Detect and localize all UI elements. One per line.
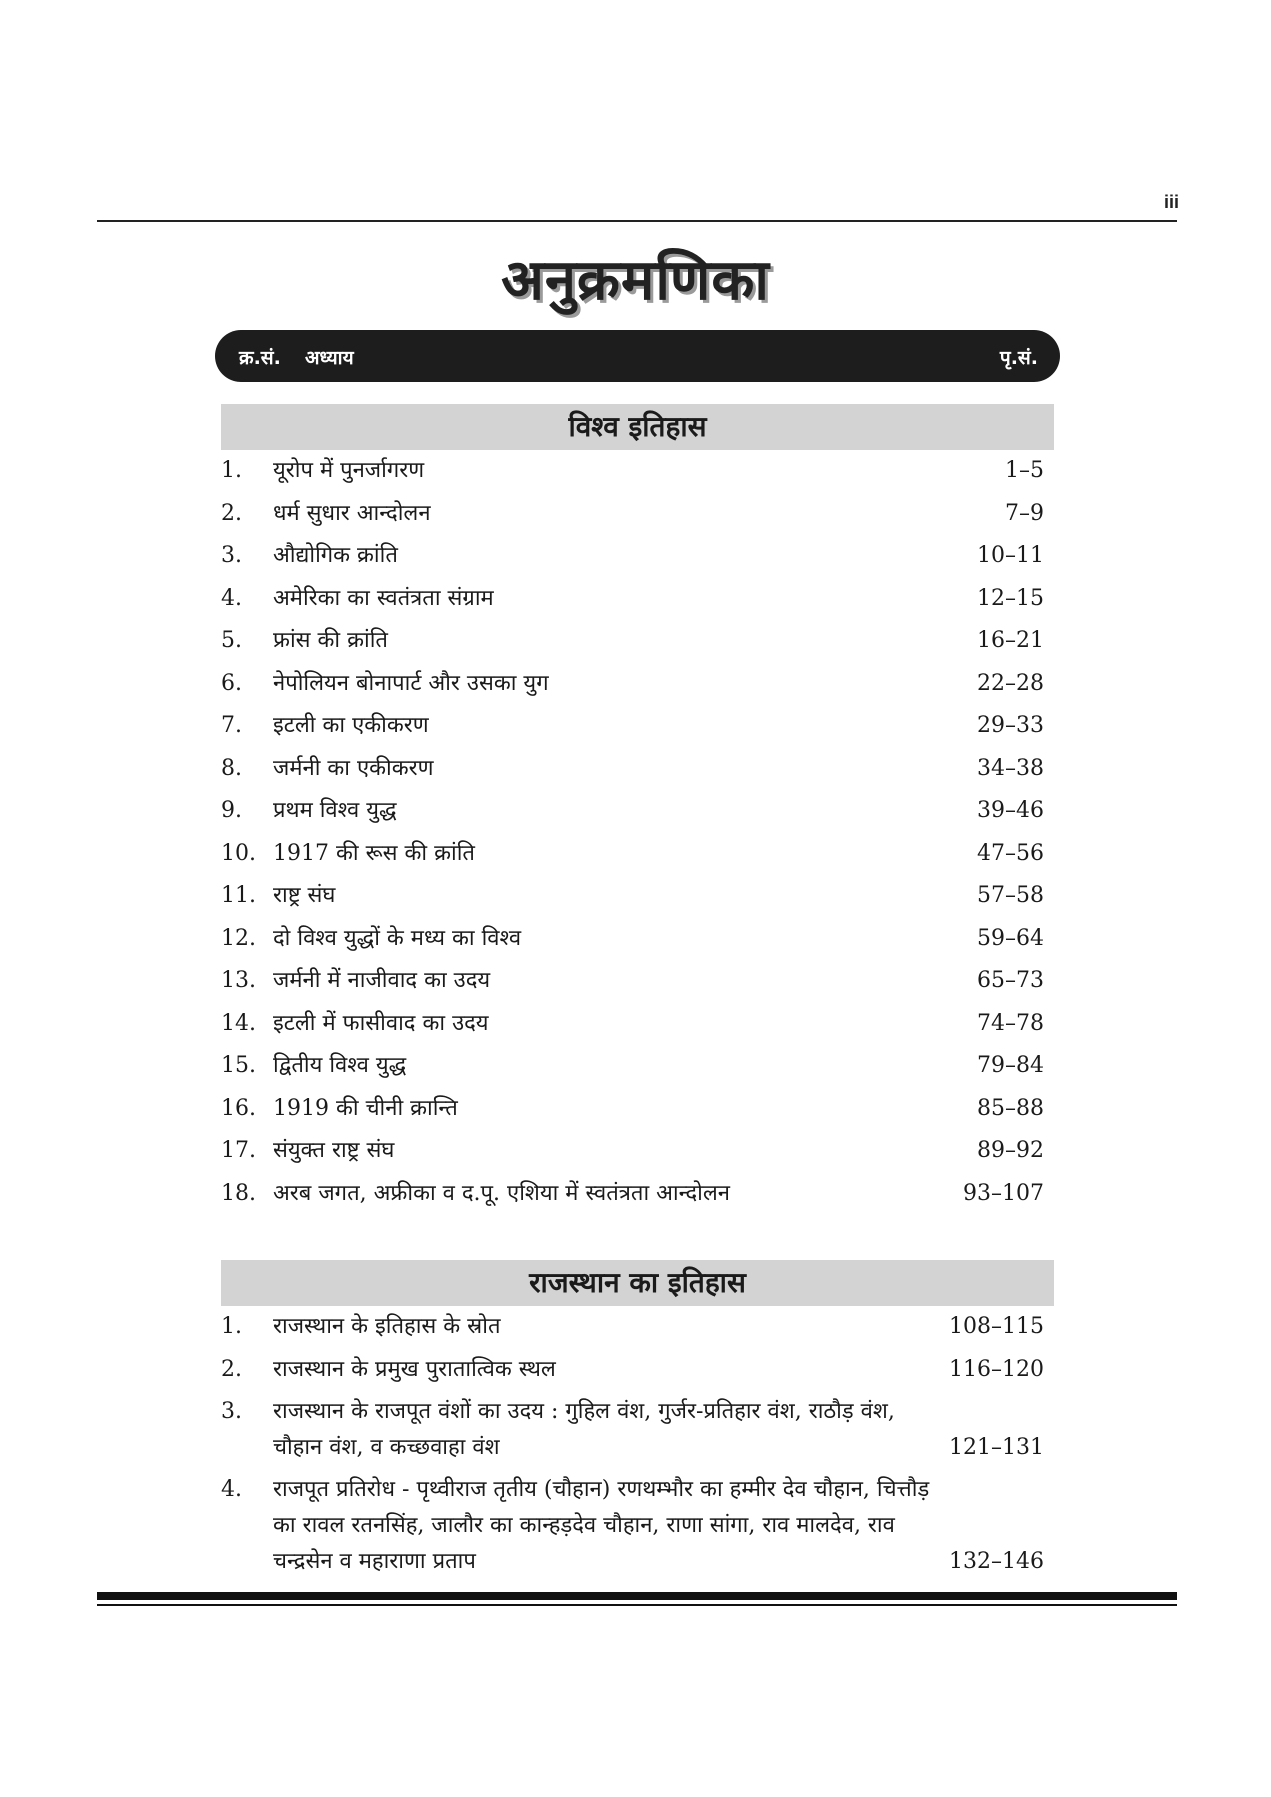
row-pages: 93–107 — [963, 1180, 1044, 1206]
toc-row[interactable] — [221, 535, 1054, 578]
page-title: अनुक्रमणिका — [501, 248, 770, 313]
table-header-bar — [215, 330, 1060, 382]
row-title: राष्ट्र संघ — [273, 883, 336, 908]
row-pages: 34–38 — [977, 755, 1044, 781]
row-title: 1919 की चीनी क्रान्ति — [273, 1095, 458, 1121]
section-heading: राजस्थान का इतिहास — [221, 1260, 1054, 1306]
row-number: 12. — [221, 925, 256, 951]
row-pages: 65–73 — [977, 968, 1044, 993]
row-pages: 121–131 — [949, 1435, 1044, 1460]
row-pages: 85–88 — [977, 1095, 1044, 1121]
toc-row[interactable] — [221, 918, 1054, 961]
row-pages: 116–120 — [949, 1356, 1044, 1382]
row-title: जर्मनी का एकीकरण — [273, 755, 434, 781]
toc-row[interactable] — [221, 1003, 1054, 1046]
row-pages: 89–92 — [977, 1138, 1044, 1163]
row-title: राजस्थान के इतिहास के स्रोत — [273, 1314, 501, 1339]
header-chapter-label: अध्याय — [305, 347, 354, 369]
row-title: इटली में फासीवाद का उदय — [273, 1010, 489, 1036]
section-heading: विश्व इतिहास — [221, 404, 1054, 450]
row-title: राजस्थान के प्रमुख पुरातात्विक स्थल — [273, 1356, 556, 1382]
toc-row[interactable] — [221, 450, 1054, 493]
toc-row[interactable] — [221, 620, 1054, 663]
row-number: 2. — [221, 1356, 242, 1382]
toc-row[interactable] — [221, 1045, 1054, 1088]
row-number: 3. — [221, 1399, 242, 1424]
row-title: औद्योगिक क्रांति — [273, 543, 398, 568]
row-pages: 7–9 — [1005, 500, 1044, 526]
toc-row[interactable] — [221, 705, 1054, 748]
row-number: 18. — [221, 1180, 256, 1206]
row-number: 9. — [221, 798, 242, 823]
toc-row[interactable] — [221, 1173, 1054, 1216]
row-number: 2. — [221, 500, 242, 526]
row-pages: 132–146 — [949, 1549, 1044, 1574]
toc-row[interactable] — [221, 1391, 1054, 1469]
row-title: अरब जगत, अफ्रीका व द.पू. एशिया में स्वतंत्रता आन्दोलन — [273, 1180, 730, 1206]
row-title: यूरोप में पुनर्जागरण — [273, 458, 425, 483]
toc-row[interactable] — [221, 578, 1054, 621]
toc-list — [221, 1306, 1054, 1583]
row-pages: 16–21 — [977, 628, 1044, 653]
row-number: 15. — [221, 1053, 256, 1078]
toc-row[interactable] — [221, 790, 1054, 833]
top-rule — [97, 220, 1177, 222]
row-number: 1. — [221, 1314, 242, 1339]
toc-row[interactable] — [221, 663, 1054, 706]
row-pages: 108–115 — [949, 1314, 1044, 1339]
row-title: धर्म सुधार आन्दोलन — [273, 500, 431, 526]
toc-row[interactable] — [221, 833, 1054, 876]
bottom-rule-thick — [97, 1592, 1177, 1600]
row-title: राजस्थान के राजपूत वंशों का उदय : गुहिल वंश, गुर्जर-प्रतिहार वंश, राठौड़ वंश, चौहान वंश, व कच्छवाहा वंश — [273, 1399, 895, 1460]
row-pages: 22–28 — [977, 670, 1044, 696]
row-number: 4. — [221, 585, 242, 611]
row-title: द्वितीय विश्व युद्ध — [273, 1053, 407, 1078]
row-title: फ्रांस की क्रांति — [273, 628, 388, 653]
toc-row[interactable] — [221, 1469, 1054, 1583]
bottom-rule-thin — [97, 1604, 1177, 1606]
row-title: जर्मनी में नाजीवाद का उदय — [273, 968, 491, 993]
row-pages: 12–15 — [977, 585, 1044, 611]
row-number: 7. — [221, 713, 242, 738]
row-title: दो विश्व युद्धों के मध्य का विश्व — [273, 925, 522, 951]
row-number: 14. — [221, 1010, 256, 1036]
row-pages: 79–84 — [977, 1053, 1044, 1078]
toc-row[interactable] — [221, 960, 1054, 1003]
toc-row[interactable] — [221, 1306, 1054, 1349]
row-number: 11. — [221, 883, 256, 908]
row-title: अमेरिका का स्वतंत्रता संग्राम — [273, 585, 494, 611]
row-number: 10. — [221, 840, 256, 866]
toc-row[interactable] — [221, 1088, 1054, 1131]
row-pages: 1–5 — [1005, 458, 1044, 483]
row-pages: 10–11 — [977, 543, 1044, 568]
row-number: 4. — [221, 1477, 242, 1502]
row-pages: 47–56 — [977, 840, 1044, 866]
row-title: प्रथम विश्व युद्ध — [273, 798, 397, 823]
row-number: 8. — [221, 755, 242, 781]
toc-list — [221, 450, 1054, 1215]
toc-row[interactable] — [221, 493, 1054, 536]
toc-row[interactable] — [221, 1130, 1054, 1173]
row-title: राजपूत प्रतिरोध - पृथ्वीराज तृतीय (चौहान) रणथम्भौर का हम्मीर देव चौहान, चित्तौड़ का रावल रतनसिंह, जालौर का कान्हड़देव चौहान, राणा सांगा, राव मालदेव, राव चन्द्रसेन व महाराणा प्रताप — [273, 1477, 930, 1574]
row-number: 17. — [221, 1138, 256, 1163]
header-serial-label: क्र.सं. — [239, 347, 281, 369]
row-pages: 39–46 — [977, 798, 1044, 823]
row-pages: 29–33 — [977, 713, 1044, 738]
section-world-history — [221, 404, 1054, 1215]
section-rajasthan-history — [221, 1260, 1054, 1583]
row-title: संयुक्त राष्ट्र संघ — [273, 1138, 395, 1163]
row-number: 13. — [221, 968, 256, 993]
row-number: 1. — [221, 458, 242, 483]
row-title: नेपोलियन बोनापार्ट और उसका युग — [273, 670, 549, 696]
row-number: 6. — [221, 670, 242, 696]
page-number: iii — [1163, 192, 1179, 212]
row-number: 5. — [221, 628, 242, 653]
toc-row[interactable] — [221, 875, 1054, 918]
row-number: 3. — [221, 543, 242, 568]
toc-row[interactable] — [221, 1349, 1054, 1392]
row-title: इटली का एकीकरण — [273, 713, 429, 738]
toc-row[interactable] — [221, 748, 1054, 791]
row-pages: 74–78 — [977, 1010, 1044, 1036]
row-number: 16. — [221, 1095, 256, 1121]
header-page-label: पृ.सं. — [999, 347, 1038, 369]
row-pages: 59–64 — [977, 925, 1044, 951]
row-pages: 57–58 — [977, 883, 1044, 908]
row-title: 1917 की रूस की क्रांति — [273, 840, 475, 866]
